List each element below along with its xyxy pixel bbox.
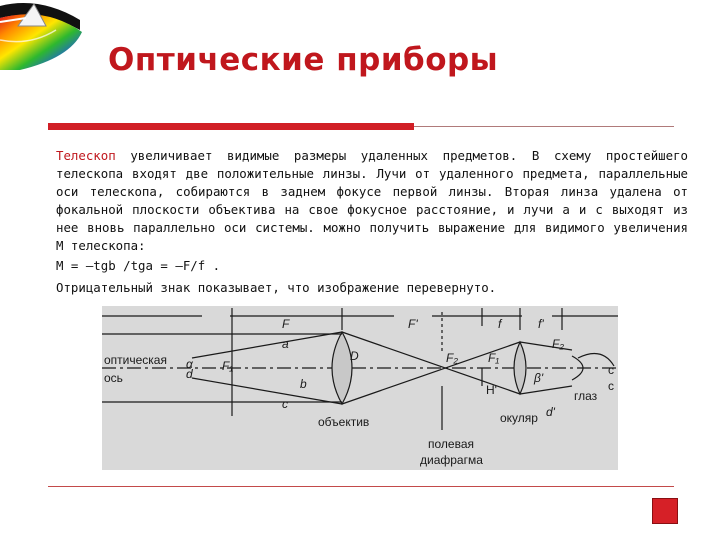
telescope-diagram	[102, 306, 618, 470]
axis-label-line2: ось	[104, 371, 123, 385]
body-paragraph	[56, 147, 688, 255]
label-alpha: α	[186, 357, 193, 371]
sign-note: Отрицательный знак показывает, что изображение перевернуто.	[56, 280, 497, 295]
label-F2: F₂	[446, 351, 458, 365]
footer-divider	[48, 486, 674, 487]
magnification-formula: M = –tgb /tga = –F/f .	[56, 258, 221, 273]
label-d-left: d	[186, 367, 193, 381]
label-F: F	[282, 317, 290, 331]
label-eye: глаз	[574, 389, 598, 403]
label-edge-c2: с	[608, 379, 614, 393]
label-H-prime: H'	[486, 383, 497, 397]
label-F1: F₁	[222, 359, 234, 373]
label-a: a	[282, 337, 289, 351]
label-F-prime: F'	[408, 317, 418, 331]
label-f-prime: f'	[538, 317, 544, 331]
label-field-line2: диафрагма	[420, 453, 483, 467]
label-objective: объектив	[318, 415, 370, 429]
label-edge-c1: с	[608, 363, 614, 377]
label-b: b	[300, 377, 307, 391]
label-beta: β'	[534, 371, 544, 385]
prism-logo	[0, 0, 86, 72]
label-F1-eye: F₁	[488, 351, 500, 365]
label-F2-eye: F₂	[552, 337, 564, 351]
label-eyepiece: окуляр	[500, 411, 538, 425]
label-c: c	[282, 397, 288, 411]
term-telescope: Телескоп	[56, 148, 116, 163]
paragraph-text: увеличивает видимые размеры удаленных предметов. В схему простейшего телескопа входят две положительные линзы. Лучи от удаленного предмета, параллельные оси телескопа, собираются в заднем фокусе первой линзы. Вторая линза удалена от фокальной плоскости объектива на свое фокусное расстояние, и лучи a и c выходят из нее вновь параллельно оси системы. можно получить выражение для видимого увеличения M телескопа:	[56, 148, 688, 253]
next-slide-button[interactable]	[652, 498, 678, 524]
label-d-right: d'	[546, 405, 555, 419]
label-field-line1: полевая	[428, 437, 474, 451]
label-D: D	[350, 349, 359, 363]
title-accent-bar	[48, 123, 414, 130]
slide-title: Оптические приборы	[108, 42, 499, 78]
label-f: f	[498, 317, 502, 331]
axis-label-line1: оптическая	[104, 353, 167, 367]
